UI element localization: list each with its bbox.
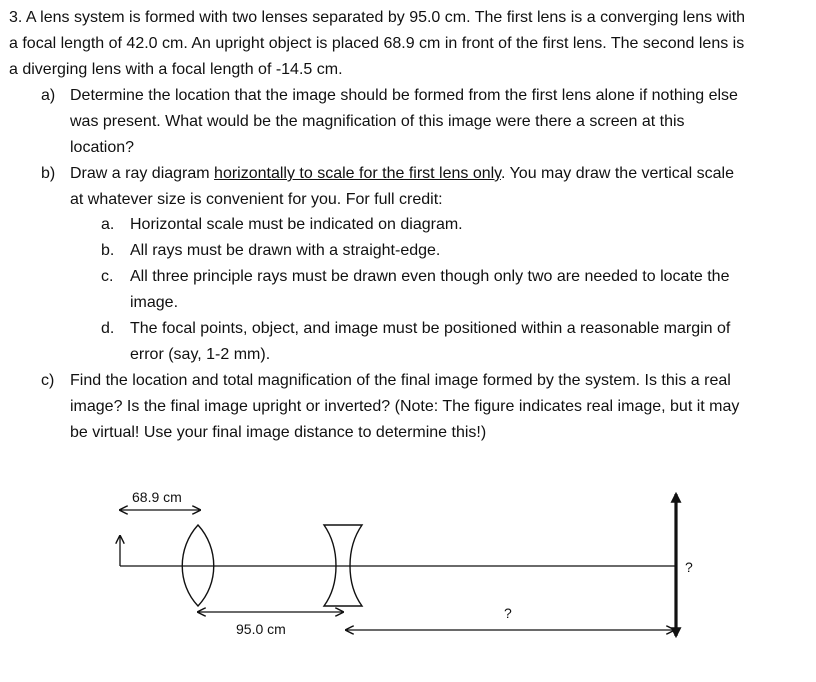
part-b-line-1-after: . You may draw the vertical scale [501,165,735,182]
part-c-line-2: image? Is the final image upright or inverted? (Note: The figure indicates real image, but it may [70,398,740,415]
part-c-line-1: Find the location and total magnification of the final image formed by the system. Is this a real [70,372,731,389]
part-b-line-2: at whatever size is convenient for you. For full credit: [70,191,443,208]
subitem-c-text-2: image. [130,294,179,311]
part-a-line-2: was present. What would be the magnification of this image were there a screen at this [70,113,685,130]
subitem-a-text: Horizontal scale must be indicated on diagram. [130,216,463,233]
part-c-marker: c) [41,372,55,389]
intro-line-3: a diverging lens with a focal length of -14.5 cm. [9,61,343,78]
subitem-a-marker: a. [101,216,115,233]
object-distance-label: 68.9 cm [132,489,182,505]
subitem-d-marker: d. [101,320,115,337]
part-a-line-1: Determine the location that the image should be formed from the first lens alone if nothing else [70,87,738,104]
subitem-d-text-1: The focal points, object, and image must be positioned within a reasonable margin of [130,320,731,337]
part-a-line-3: location? [70,139,135,156]
intro-line-1: 3. A lens system is formed with two lenses separated by 95.0 cm. The first lens is a converging lens with [9,9,746,26]
part-b-marker: b) [41,165,56,182]
separation-label: 95.0 cm [236,621,286,637]
subitem-b-text: All rays must be drawn with a straight-edge. [130,242,441,259]
part-a-marker: a) [41,87,56,104]
subitem-d-text-2: error (say, 1-2 mm). [130,346,271,363]
part-c-line-3: be virtual! Use your final image distance to determine this!) [70,424,487,441]
subitem-c-text-1: All three principle rays must be drawn even though only two are needed to locate the [130,268,730,285]
intro-line-2: a focal length of 42.0 cm. An upright object is placed 68.9 cm in front of the first lens. The second lens is [9,35,745,52]
subitem-b-marker: b. [101,242,115,259]
unknown-distance-label: ? [504,605,512,621]
subitem-c-marker: c. [101,268,114,285]
part-b-line-1-before: Draw a ray diagram [70,165,215,182]
unknown-height-label: ? [685,559,693,575]
part-b-underlined-phrase: horizontally to scale for the first lens only [214,165,501,182]
